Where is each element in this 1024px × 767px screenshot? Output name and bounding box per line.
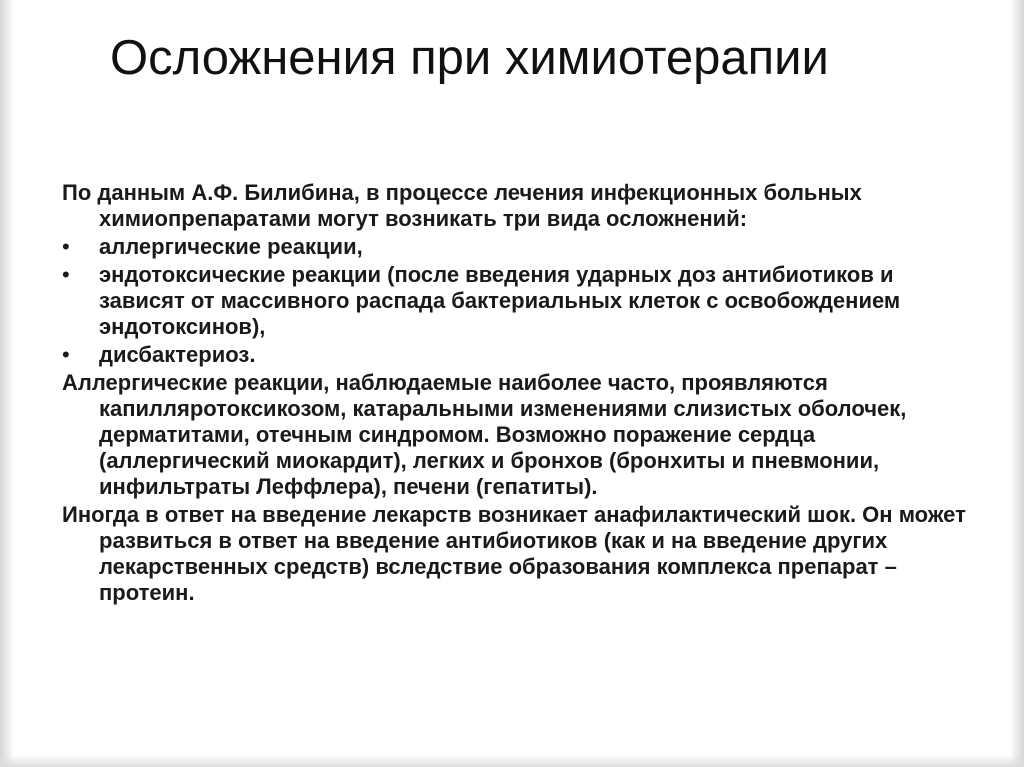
bullet-marker: • bbox=[62, 262, 70, 287]
slide-title: Осложнения при химиотерапии bbox=[110, 31, 829, 85]
slide-right-shadow bbox=[1010, 0, 1024, 767]
paragraph-intro: По данным А.Ф. Билибина, в процессе лечения инфекционных больных химиопрепаратами могут возникать три вида осложнений: bbox=[62, 180, 862, 231]
bullet-item-dysbacteriosis bbox=[62, 342, 972, 368]
bullet-text: эндотоксические реакции (после введения ударных доз антибиотиков и зависят от массивного распада бактериальных клеток с освобождением эндотоксинов), bbox=[99, 262, 901, 339]
bullet-item-endotoxic bbox=[62, 262, 972, 340]
bullet-marker: • bbox=[62, 234, 70, 259]
slide-bottom-shadow bbox=[0, 755, 1024, 767]
slide-body bbox=[62, 180, 972, 608]
bullet-marker: • bbox=[62, 342, 70, 367]
paragraph-anaphylactic-shock: Иногда в ответ на введение лекарств возникает анафилактический шок. Он может развиться в ответ на введение антибиотиков (как и на введение других лекарственных средств) вследствие образования комплекса препарат – протеин. bbox=[62, 502, 966, 605]
bullet-text: аллергические реакции, bbox=[99, 234, 363, 259]
paragraph-allergic-reactions: Аллергические реакции, наблюдаемые наиболее часто, проявляются капилляротоксикозом, катаральными изменениями слизистых оболочек, дерматитами, отечным синдромом. Возможно поражение сердца (аллергический миокардит), легких и бронхов (бронхиты и пневмонии, инфильтраты Леффлера), печени (гепатиты). bbox=[62, 370, 907, 499]
slide-left-shadow bbox=[0, 0, 14, 767]
bullet-text: дисбактериоз. bbox=[99, 342, 256, 367]
bullet-item-allergic bbox=[62, 234, 972, 260]
